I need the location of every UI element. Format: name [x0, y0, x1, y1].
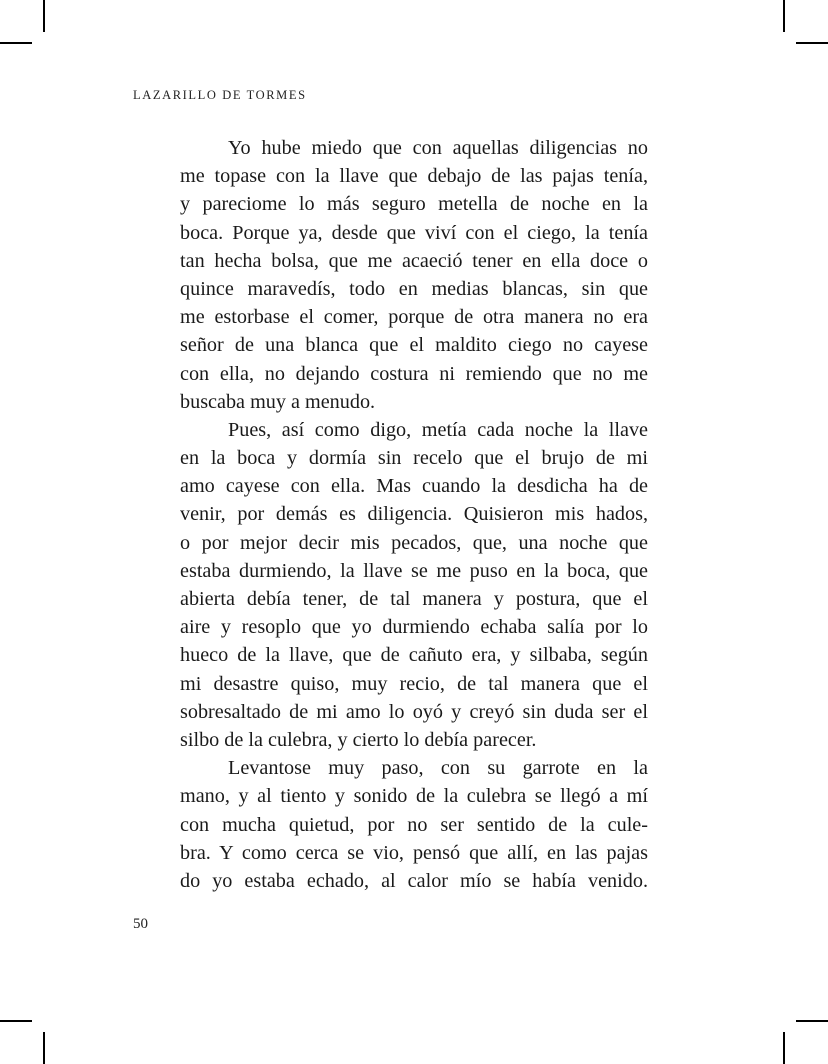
text-line: bra. Y como cerca se vio, pensó que allí, en las pajas — [180, 841, 648, 864]
text-line: tan hecha bolsa, que me acaeció tener en ella doce o — [180, 249, 648, 272]
text-line: en la boca y dormía sin recelo que el brujo de mi — [180, 447, 648, 470]
crop-mark-bottom-right-horizontal — [796, 1020, 828, 1022]
text-line: Yo hube miedo que con aquellas diligencias no — [228, 137, 648, 159]
text-line: con mucha quietud, por no ser sentido de la cule- — [180, 813, 648, 836]
text-line: mano, y al tiento y sonido de la culebra se llegó a mí — [180, 785, 648, 808]
paragraph — [180, 754, 648, 895]
text-line: silbo de la culebra, y cierto lo debía parecer. — [180, 728, 537, 751]
text-line: mi desastre quiso, muy recio, de tal manera que el — [180, 672, 648, 695]
crop-mark-top-right-vertical — [783, 0, 785, 32]
running-head: LAZARILLO DE TORMES — [133, 88, 307, 102]
crop-mark-bottom-left-horizontal — [0, 1020, 32, 1022]
text-line: estaba durmiendo, la llave se me puso en la boca, que — [180, 559, 648, 582]
text-line: hueco de la llave, que de cañuto era, y silbaba, según — [180, 644, 648, 667]
text-line: sobresaltado de mi amo lo oyó y creyó sin duda ser el — [180, 700, 648, 723]
body-text — [180, 134, 648, 895]
text-line: y pareciome lo más seguro metella de noche en la — [180, 193, 648, 216]
paragraph — [180, 134, 648, 416]
text-line: quince maravedís, todo en medias blancas, sin que — [180, 277, 648, 300]
text-line: boca. Porque ya, desde que viví con el ciego, la tenía — [180, 221, 648, 244]
text-line: do yo estaba echado, al calor mío se había venido. — [180, 869, 648, 892]
text-line: venir, por demás es diligencia. Quisieron mis hados, — [180, 503, 648, 526]
text-line: señor de una blanca que el maldito ciego no cayese — [180, 334, 648, 357]
crop-mark-top-left-vertical — [43, 0, 45, 32]
crop-mark-bottom-right-vertical — [783, 1032, 785, 1064]
page-number: 50 — [133, 916, 148, 932]
text-line: Levantose muy paso, con su garrote en la — [228, 757, 648, 780]
crop-mark-top-right-horizontal — [796, 42, 828, 44]
text-line: con ella, no dejando costura ni remiendo que no me — [180, 362, 648, 385]
text-line: aire y resoplo que yo durmiendo echaba salía por lo — [180, 616, 648, 639]
text-line: Pues, así como digo, metía cada noche la llave — [228, 418, 648, 441]
text-line: o por mejor decir mis pecados, que, una noche que — [180, 531, 648, 554]
crop-mark-top-left-horizontal — [0, 42, 32, 44]
crop-mark-bottom-left-vertical — [43, 1032, 45, 1064]
text-line: me topase con la llave que debajo de las pajas tenía, — [180, 165, 648, 188]
text-line: amo cayese con ella. Mas cuando la desdicha ha de — [180, 475, 648, 498]
text-line: abierta debía tener, de tal manera y postura, que el — [180, 588, 648, 610]
text-line: buscaba muy a menudo. — [180, 390, 376, 413]
paragraph — [180, 416, 648, 754]
text-line: me estorbase el comer, porque de otra manera no era — [180, 306, 648, 329]
